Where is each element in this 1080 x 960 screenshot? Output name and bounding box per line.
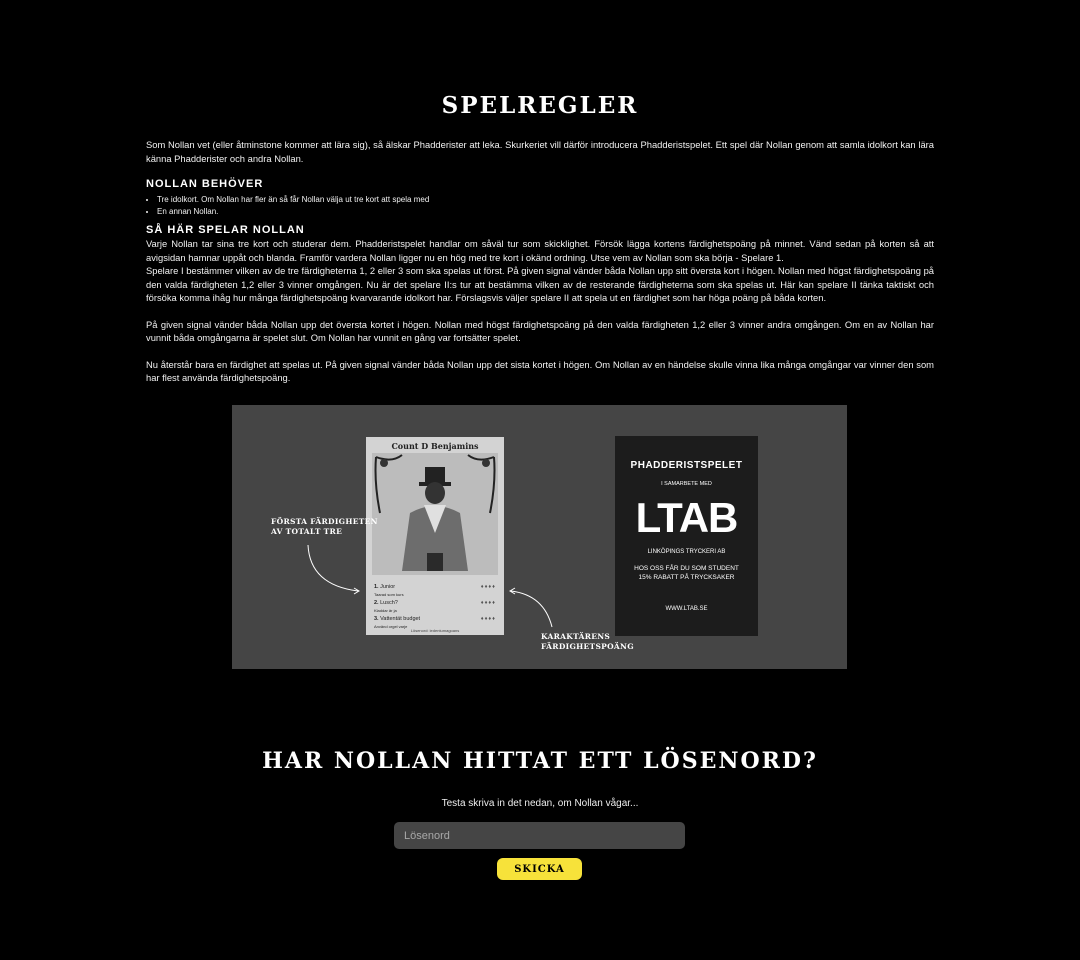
stat-pips: ♦♦♦♦ xyxy=(480,584,496,590)
ad-title: PHADDERISTSPELET xyxy=(630,460,743,471)
card-footer: Lösenord: iedentumagoans xyxy=(410,628,460,633)
ad-company: LINKÖPINGS TRYCKERI AB xyxy=(647,549,726,555)
example-card-panel xyxy=(232,405,847,669)
how-paragraph-4: Nu återstår bara en färdighet att spelas ut. På given signal vänder båda Nollan upp det sista kortet i högen. Om Nollan av en händelse skulle vinna lika många omgångar var vinner den som har flest använda färdighetspoäng. xyxy=(146,358,934,383)
page-title: SPELREGLER xyxy=(441,92,639,119)
how-paragraph-3: På given signal vänder båda Nollan upp det översta kortet i högen. Nollan med högst färdighetspoäng på den valda färdigheten 1,2 eller 3 vinner andra omgången. Om en av Nollan har vunnit båda omgångarna är spelet slut. Om Nollan har vunnit en gång var fortsätter spelet. xyxy=(146,318,934,343)
ltab-logo: LTAB xyxy=(635,494,738,541)
password-title: HAR NOLLAN HITTAT ETT LÖSENORD? xyxy=(262,748,818,774)
how-paragraph-2: Spelare I bestämmer vilken av de tre färdigheterna 1, 2 eller 3 som ska spelas ut först. På given signal vänder båda Nollan upp sitt översta kort i högen. Nollan med högst färdighetspoäng på den valda färdigheten 1,2 eller 3 vinner omgången. Nu är det spelare II:s tur att bestämma vilken av de resterande färdigheterna som ska spelas ut. Här kan spelare II tänka taktiskt och försöka komma ihåg hur många färdighetspoäng kvarvarande idolkort har. Förslagsvis väljer spelare II att spela ut en färdighet som har höga poäng på båda korten. xyxy=(146,265,934,303)
stat-pips: ♦♦♦♦ xyxy=(480,600,496,606)
ltab-ad xyxy=(615,436,758,636)
stat-pips: ♦♦♦♦ xyxy=(480,616,496,622)
stat-row: 2. Lusch? Kladdar är ja ♦♦♦♦ xyxy=(374,600,496,613)
stat-row: 1. Junior Taarad som kurs ♦♦♦♦ xyxy=(374,584,496,597)
ad-subtitle: I SAMARBETE MED xyxy=(661,481,712,487)
annotation-skill-points: KARAKTÄRENS FÄRDIGHETSPOÄNG xyxy=(541,632,634,651)
list-item: • En annan Nollan. xyxy=(157,206,934,218)
list-item: • Tre idolkort. Om Nollan har fler än så får Nollan välja ut tre kort att spela med xyxy=(157,194,934,206)
ad-offer: HOS OSS FÅR DU SOM STUDENT 15% RABATT PÅ TRYCKSAKER xyxy=(634,565,739,581)
stat-row: 3. Vattentät budget Använd orgel varje ♦♦♦♦ xyxy=(374,616,496,629)
needs-list xyxy=(146,194,934,218)
how-paragraph-1: Varje Nollan tar sina tre kort och studerar dem. Phadderistspelet handlar om såväl tur som skicklighet. Försök lägga kortens färdighetspoäng på minnet. Vänd sedan på korten så att avigsidan hamnar uppåt och blanda. Framför vardera Nollan ligger nu en hög med tre kort i okänd ordning. Utse vem av Nollan som ska börja - Spelare 1. xyxy=(146,238,934,263)
needs-heading: NOLLAN BEHÖVER xyxy=(146,178,264,190)
card-name: Count D Benjamins xyxy=(391,441,479,451)
ad-url: WWW.LTAB.SE xyxy=(665,606,708,612)
password-subtitle: Testa skriva in det nedan, om Nollan vågar... xyxy=(441,798,639,809)
rules-content xyxy=(146,138,934,385)
password-input[interactable] xyxy=(394,822,685,849)
how-heading: SÅ HÄR SPELAR NOLLAN xyxy=(146,223,305,236)
intro-text: Som Nollan vet (eller åtminstone kommer att lära sig), så älskar Phadderister att leka. Skurkeriet vill därför introducera Phadderistspelet. Ett spel där Nollan genom att samla idolkort kan lära känna Phadderister och andra Nollan. xyxy=(146,139,934,164)
submit-button[interactable]: SKICKA xyxy=(497,858,582,880)
annotation-first-skill: FÖRSTA FÄRDIGHETEN AV TOTALT TRE xyxy=(271,517,378,536)
